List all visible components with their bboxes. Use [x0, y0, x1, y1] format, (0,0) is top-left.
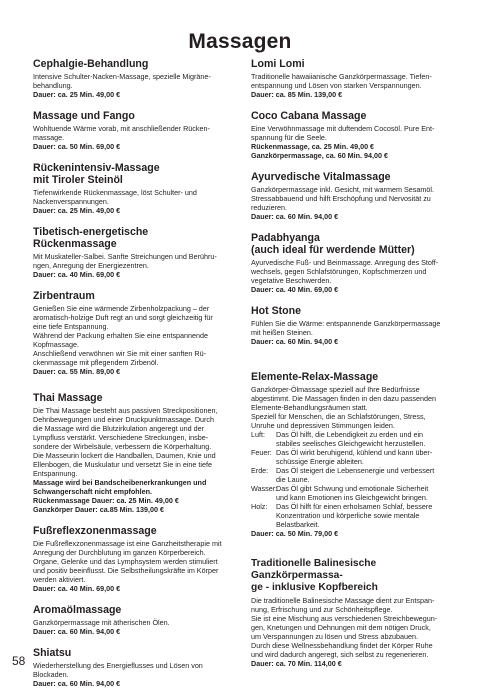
element-key: Erde: — [251, 466, 269, 475]
section-description: Wohltuende Wärme vorab, mit anschließender Rücken- massage. — [33, 124, 210, 142]
section-title: Fußreflexzonenmassage — [33, 525, 157, 537]
element-row-wasser — [251, 484, 451, 502]
section-title: Tibetisch-energetische Rückenmassage — [33, 226, 149, 250]
section-price: Dauer: ca. 55 Min. 89,00 € — [33, 367, 121, 376]
section-price: Dauer: ca. 85 Min. 139,00 € — [251, 90, 343, 99]
section-title: Aromaölmassage — [33, 604, 122, 616]
section-price: Dauer: ca. 60 Min. 94,00 € — [33, 627, 121, 636]
section-description: Ganzkörpermassage inkl. Gesicht, mit warmem Sesamöl. Stressabbauend und hilft Erschöpfung und Nervosität zu reduzieren. — [251, 185, 434, 212]
element-key: Wasser: — [251, 484, 278, 493]
element-key: Holz: — [251, 502, 268, 511]
section-description: Fühlen Sie die Wärme: entspannende Ganzkörpermassage mit heißen Steinen. — [251, 319, 441, 337]
element-text: Das Öl wirkt beruhigend, kühlend und kann über- schüssige Energie ableiten. — [276, 448, 433, 466]
section-price: Dauer: ca. 60 Min. 94,00 € — [251, 337, 339, 346]
section-description: Wiederherstellung des Energieflusses und Lösen von Blockaden. — [33, 661, 203, 679]
section-price: Dauer: ca. 60 Min. 94,00 € — [251, 212, 339, 221]
element-row-feuer — [251, 448, 451, 466]
section-description: Ganzkörpermassage mit ätherischen Ölen. — [33, 618, 170, 627]
element-row-holz — [251, 502, 451, 529]
element-row-erde — [251, 466, 451, 484]
section-title: Rückenintensiv-Massage mit Tiroler Steinöl — [33, 162, 160, 186]
section-description: Ganzkörper-Ölmassage speziell auf Ihre Bedürfnisse abgestimmt. Die Massagen finden in den dazu passenden Elemente-Behandlungsräumen statt. Speziell für Menschen, die an Schlafstörungen, Stress, Unruhe und depressiven Stimmungen leiden. — [251, 385, 436, 430]
section-price: Dauer: ca. 60 Min. 94,00 € — [33, 679, 121, 688]
section-price: Massage wird bei Bandscheibenerkrankungen und Schwangerschaft nicht empfohlen. Rückenmassage Dauer: ca. 25 Min. 49,00 € Ganzkörper Dauer: ca.85 Min. 139,00 € — [33, 478, 207, 514]
section-price: Dauer: ca. 40 Min. 69,00 € — [33, 270, 121, 279]
section-description: Genießen Sie eine wärmende Zirbenholzpackung – der aromatisch-holzige Duft regt an und sorgt gleichzeitig für eine tiefe Entspannung. Während der Packung erhalten Sie eine entspannende Kopfmassage. Anschließend verwöhnen wir Sie mit einer sanften Rü- ckenmassage mit pflegendem Zirbenöl. — [33, 304, 213, 367]
section-ayurvedische-vitalmassage — [251, 171, 451, 221]
section-price: Dauer: ca. 40 Min. 69,00 € — [33, 584, 121, 593]
section-aromaoel — [33, 604, 233, 636]
section-coco-cabana — [251, 110, 451, 160]
section-title: Ayurvedische Vitalmassage — [251, 171, 391, 183]
section-title: Zirbentraum — [33, 290, 95, 302]
section-massage-fango — [33, 110, 233, 151]
section-zirbentraum — [33, 290, 233, 376]
section-padabhyanga — [251, 232, 451, 294]
element-text: Das Öl hilft, die Lebendigkeit zu erden und ein stabiles seelisches Gleichgewicht herzustellen. — [276, 430, 426, 448]
section-description: Die traditionelle Balinesische Massage dient zur Entspan- nung, Erfrischung und zur Schönheitspflege. Sie ist eine Mischung aus verschiedenen Streichbewegun- gen, Knetungen und Dehnungen mit dem nötigen Druck, um Verspannungen zu lösen und Stress abzubauen. Durch diese Wellnessbehandlung findet der Körper Ruhe und wird dadurch angeregt, sich selbst zu regenerieren. — [251, 596, 438, 659]
section-description: Tiefenwirkende Rückenmassage, löst Schulter- und Nackenverspannungen. — [33, 188, 197, 206]
section-price: Dauer: ca. 50 Min. 79,00 € — [251, 529, 339, 538]
section-description: Die Thai Massage besteht aus passiven Streckpositionen, Dehnbewegungen und einer Druckpunktmassage. Durch die Massage wird die Blutzirkulation angeregt und der Lympfluss verstärkt. Verschiedene Streckungen, insbe- sondere der Wirbelsäule, verbessern die Körperhaltung. Die Masseurin lockert die Handballen, Daumen, Knie und Ellenbogen, die Muskulatur und versetzt Sie in eine tiefe Entspannung. — [33, 406, 218, 478]
section-price: Dauer: ca. 25 Min. 49,00 € — [33, 206, 121, 215]
right-column — [251, 58, 451, 679]
section-rueckenintensiv — [33, 162, 233, 215]
section-lomi-lomi — [251, 58, 451, 99]
section-cephalgie — [33, 58, 233, 99]
section-shiatsu — [33, 647, 233, 688]
section-price: Dauer: ca. 25 Min. 49,00 € — [33, 90, 121, 99]
section-description: Intensive Schulter-Nacken-Massage, spezielle Migräne- behandlung. — [33, 72, 211, 90]
section-description: Mit Muskateller-Salbei. Sanfte Streichungen und Berühru- ngen, Anregung der Energiezentren. — [33, 252, 217, 270]
section-hot-stone — [251, 305, 451, 346]
section-description: Traditionelle hawaiianische Ganzkörpermassage. Tiefen- entspannung und Lösen von starken Verspannungen. — [251, 72, 432, 90]
section-description: Die Fußreflexzonenmassage ist eine Ganzheitstherapie mit Anregung der Durchblutung im ganzen Körperbereich. Organe, Gelenke und das Lymphsystem werden stimuliert und positiv beeinflusst. Die Selbstheilungskräfte im Körper werden aktiviert. — [33, 539, 222, 584]
section-tibetisch — [33, 226, 233, 279]
section-title: Shiatsu — [33, 647, 72, 659]
element-text: Das Öl hilft für einen erholsamen Schlaf, bessere Konzentration und körperliche sowie mentale Belastbarkeit. — [276, 502, 433, 529]
section-thai-massage — [33, 392, 233, 514]
section-title: Cephalgie-Behandlung — [33, 58, 149, 70]
left-column — [33, 58, 233, 699]
section-fussreflexzonen — [33, 525, 233, 593]
section-title: Padabhyanga (auch ideal für werdende Mütter) — [251, 232, 415, 256]
section-price: Dauer: ca. 50 Min. 69,00 € — [33, 142, 121, 151]
section-title: Thai Massage — [33, 392, 103, 404]
section-title: Massage und Fango — [33, 110, 135, 122]
element-text: Das Öl steigert die Lebensenergie und verbessert die Laune. — [276, 466, 435, 484]
page-number: 58 — [12, 654, 26, 668]
element-key: Luft: — [251, 430, 265, 439]
section-title: Elemente-Relax-Massage — [251, 371, 379, 383]
section-description: Ayurvedische Fuß- und Beinmassage. Anregung des Stoff- wechsels, gegen Schlafstörungen, Kopfschmerzen und vegetative Beschwerden. — [251, 258, 439, 285]
section-title: Hot Stone — [251, 305, 302, 317]
section-elemente-relax — [251, 371, 451, 538]
section-title: Coco Cabana Massage — [251, 110, 367, 122]
element-key: Feuer: — [251, 448, 272, 457]
section-title: Traditionelle Balinesische Ganzkörpermassa- ge - inklusive Kopfbereich — [251, 558, 378, 593]
section-price: Dauer: ca. 40 Min. 69,00 € — [251, 285, 339, 294]
page-title: Massagen — [188, 30, 292, 53]
section-price: Dauer: ca. 70 Min. 114,00 € — [251, 659, 342, 668]
element-text: Das Öl gibt Schwung und emotionale Sicherheit und kann Emotionen ins Gleichgewicht bringen. — [276, 484, 429, 502]
section-description: Eine Verwöhnmassage mit duftendem Cocosöl. Pure Ent- spannung für die Seele. — [251, 124, 435, 142]
element-row-luft — [251, 430, 451, 448]
section-balinesische — [251, 558, 451, 668]
section-title: Lomi Lomi — [251, 58, 305, 70]
section-price: Rückenmassage, ca. 25 Min. 49,00 € Ganzkörpermassage, ca. 60 Min. 94,00 € — [251, 142, 389, 160]
